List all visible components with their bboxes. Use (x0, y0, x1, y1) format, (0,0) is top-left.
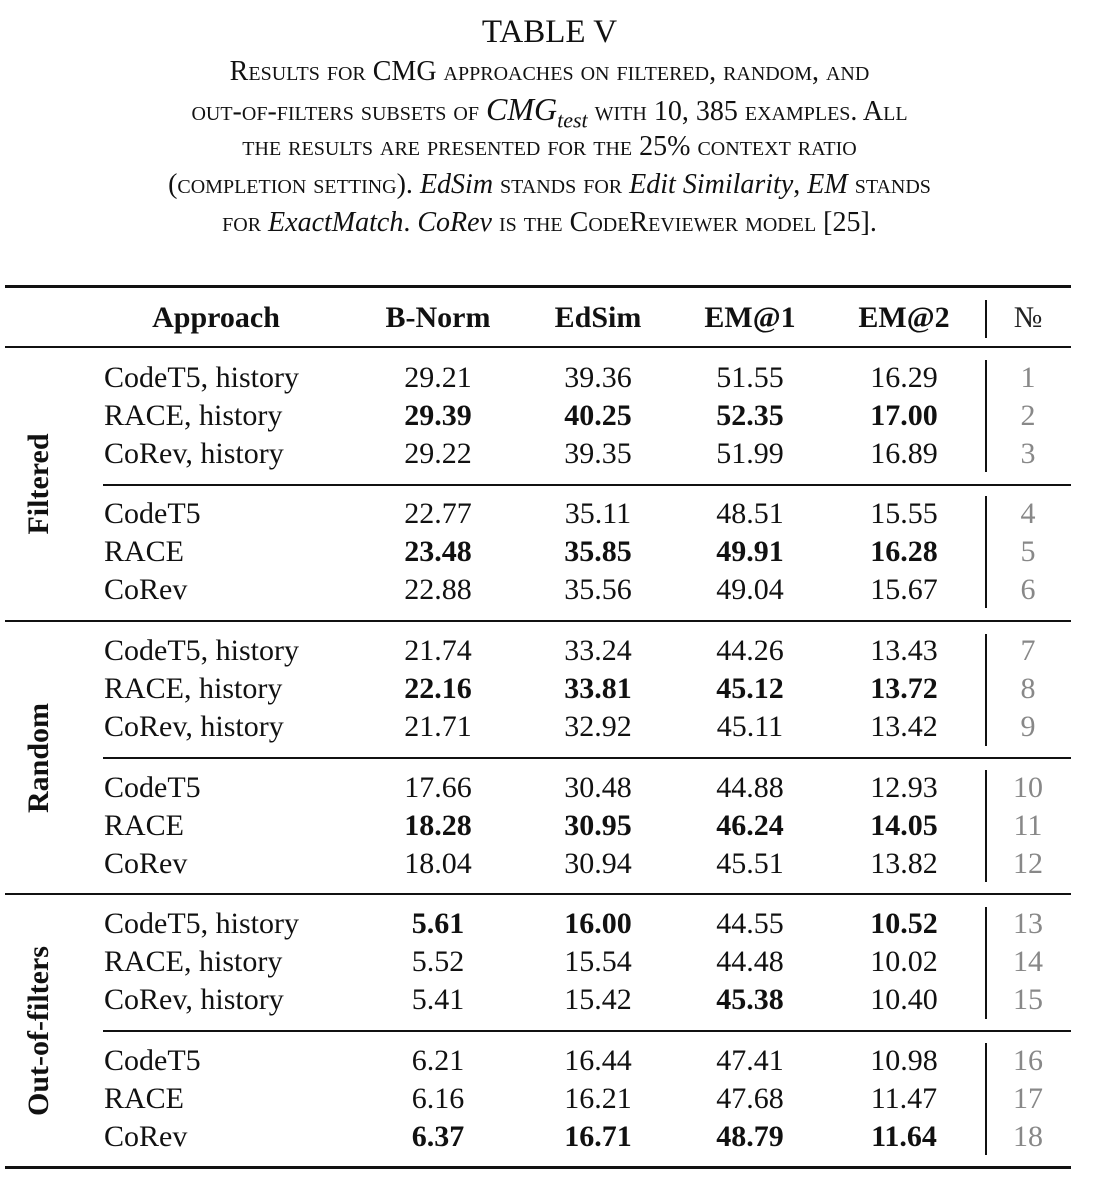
table-row (0, 571, 1099, 609)
cell-number: 4 (1020, 497, 1036, 530)
cell-bnorm: 6.21 (411, 1044, 465, 1077)
cell-em1: 45.12 (716, 672, 784, 705)
cell-number: 18 (1013, 1120, 1043, 1153)
cell-em1: 48.51 (716, 497, 784, 530)
cell-number: 1 (1020, 361, 1036, 394)
bottom-rule (5, 1166, 1071, 1169)
caption-text: context ratio (697, 131, 857, 162)
cell-approach: RACE (104, 535, 185, 568)
cell-em1: 45.51 (716, 847, 784, 880)
cell-em2: 17.00 (870, 399, 938, 432)
caption-text: is the (498, 207, 563, 238)
group-label-text: Random (22, 702, 55, 814)
cell-bnorm: 18.28 (404, 809, 472, 842)
table-row (0, 1118, 1099, 1156)
cell-em1: 46.24 (716, 809, 784, 842)
cell-edsim: 35.11 (564, 497, 632, 530)
cell-em1: 48.79 (716, 1120, 784, 1153)
table-row (0, 1080, 1099, 1118)
caption-line-3 (0, 128, 1099, 166)
group-label-text: Filtered (22, 433, 55, 535)
cell-em2: 10.52 (870, 907, 938, 940)
table-row (0, 769, 1099, 807)
cell-number: 13 (1013, 907, 1043, 940)
header-edsim: EdSim (554, 301, 642, 334)
cell-em1: 45.38 (716, 983, 784, 1016)
table-row (0, 943, 1099, 981)
cell-bnorm: 22.88 (404, 573, 472, 606)
caption-text: CodeReviewer (569, 207, 739, 238)
header-number: № (1013, 301, 1043, 334)
cell-edsim: 30.95 (564, 809, 632, 842)
cell-em2: 10.02 (870, 945, 938, 978)
cell-edsim: 35.56 (564, 573, 632, 606)
caption-italic: EM (807, 169, 848, 200)
table-row (0, 359, 1099, 397)
cell-em1: 44.55 (716, 907, 784, 940)
cell-bnorm: 17.66 (404, 771, 472, 804)
table-row (0, 632, 1099, 670)
cell-approach: RACE (104, 809, 185, 842)
cell-approach: CoRev (104, 847, 188, 880)
cell-em2: 16.29 (870, 361, 938, 394)
cell-number: 2 (1020, 399, 1036, 432)
cell-edsim: 32.92 (564, 710, 632, 743)
cell-approach: RACE (104, 1082, 185, 1115)
top-rule (5, 285, 1071, 288)
cell-number: 16 (1013, 1044, 1043, 1077)
cell-edsim: 33.81 (564, 672, 632, 705)
cell-em2: 15.67 (870, 573, 938, 606)
cell-edsim: 16.21 (564, 1082, 632, 1115)
cell-approach: RACE, history (104, 399, 283, 432)
cell-number: 15 (1013, 983, 1043, 1016)
cell-number: 7 (1020, 634, 1036, 667)
cell-approach: CoRev, history (104, 437, 284, 470)
cell-approach: CoRev, history (104, 710, 284, 743)
cell-number: 11 (1013, 809, 1043, 842)
cell-approach: CodeT5, history (104, 634, 299, 667)
cell-em2: 13.43 (870, 634, 938, 667)
caption-math (485, 91, 588, 133)
cell-approach: CoRev (104, 1120, 188, 1153)
table-row (0, 981, 1099, 1019)
cell-em1: 45.11 (716, 710, 784, 743)
table-row (0, 807, 1099, 845)
caption-math-sub: test (557, 107, 588, 133)
cell-bnorm: 29.22 (404, 437, 472, 470)
cell-em1: 44.88 (716, 771, 784, 804)
cell-em1: 51.55 (716, 361, 784, 394)
table-row (0, 1042, 1099, 1080)
caption-line-2 (0, 90, 1099, 133)
table-row (0, 670, 1099, 708)
cell-em1: 47.68 (716, 1082, 784, 1115)
column-separator (985, 300, 987, 338)
cell-approach: CoRev, history (104, 983, 284, 1016)
cell-number: 9 (1020, 710, 1036, 743)
cell-edsim: 40.25 (564, 399, 632, 432)
cell-edsim: 15.42 (564, 983, 632, 1016)
cell-em1: 49.91 (716, 535, 784, 568)
cell-em2: 10.98 (870, 1044, 938, 1077)
cell-bnorm: 21.74 (404, 634, 472, 667)
cell-bnorm: 5.61 (411, 907, 465, 940)
subgroup-rule (103, 484, 1071, 486)
caption-text: out-of-filters subsets of (191, 96, 479, 127)
caption-line-4 (0, 166, 1099, 204)
cell-edsim: 33.24 (564, 634, 632, 667)
table-row (0, 905, 1099, 943)
group-rule (5, 893, 1071, 895)
cell-em2: 13.42 (870, 710, 938, 743)
cell-em1: 51.99 (716, 437, 784, 470)
table-row (0, 845, 1099, 883)
cell-bnorm: 21.71 (404, 710, 472, 743)
caption-text: , (793, 169, 801, 200)
cell-number: 3 (1020, 437, 1036, 470)
subgroup-rule (103, 757, 1071, 759)
cell-em2: 13.72 (870, 672, 938, 705)
caption-italic: ExactMatch (268, 207, 404, 238)
caption-text: with 10, 385 examples. All (594, 96, 908, 127)
cell-bnorm: 29.39 (404, 399, 472, 432)
cell-bnorm: 5.41 (411, 983, 465, 1016)
cell-em2: 11.64 (871, 1120, 937, 1153)
header-em1: EM@1 (704, 301, 796, 334)
cell-em1: 52.35 (716, 399, 784, 432)
cell-edsim: 39.36 (564, 361, 632, 394)
cell-approach: RACE, history (104, 945, 283, 978)
cell-em1: 49.04 (716, 573, 784, 606)
caption-text: . (403, 207, 411, 238)
caption-line-1: Results for CMG approaches on filtered, random, and (229, 56, 870, 87)
caption-math-base: CMG (485, 91, 558, 127)
table-row (0, 435, 1099, 473)
caption-text: stands (854, 169, 931, 200)
cell-edsim: 15.54 (564, 945, 632, 978)
cell-bnorm: 6.37 (411, 1120, 465, 1153)
cell-approach: CodeT5 (104, 497, 201, 530)
cell-em2: 13.82 (870, 847, 938, 880)
header-rule (5, 346, 1071, 348)
cell-bnorm: 22.16 (404, 672, 472, 705)
cell-number: 12 (1013, 847, 1043, 880)
cell-bnorm: 23.48 (404, 535, 472, 568)
cell-em2: 12.93 (870, 771, 938, 804)
header-approach: Approach (152, 301, 280, 334)
cell-approach: CodeT5, history (104, 361, 299, 394)
group-label-text: Out-of-filters (22, 946, 55, 1116)
group-rule (5, 620, 1071, 622)
caption-italic: Edit Similarity (629, 169, 794, 200)
header-bnorm: B-Norm (385, 301, 491, 334)
cell-em2: 14.05 (870, 809, 938, 842)
subgroup-rule (103, 1030, 1071, 1032)
caption-italic: EdSim (419, 169, 494, 200)
cell-edsim: 16.44 (564, 1044, 632, 1077)
cell-approach: CodeT5, history (104, 907, 299, 940)
cell-edsim: 16.71 (564, 1120, 632, 1153)
caption-line-5 (0, 204, 1099, 242)
caption-italic: CoRev (417, 207, 492, 238)
cell-bnorm: 18.04 (404, 847, 472, 880)
caption-text: (completion setting). (168, 169, 413, 200)
caption-text: model [25]. (745, 207, 877, 238)
cell-bnorm: 5.52 (411, 945, 465, 978)
header-em2: EM@2 (858, 301, 950, 334)
cell-number: 5 (1020, 535, 1036, 568)
cell-edsim: 30.94 (564, 847, 632, 880)
cell-em2: 10.40 (870, 983, 938, 1016)
cell-edsim: 16.00 (564, 907, 632, 940)
cell-number: 17 (1013, 1082, 1043, 1115)
cell-number: 6 (1020, 573, 1036, 606)
cell-approach: RACE, history (104, 672, 283, 705)
cell-bnorm: 29.21 (404, 361, 472, 394)
cell-em2: 16.28 (870, 535, 938, 568)
table-title: TABLE V (481, 14, 618, 50)
table-row (0, 397, 1099, 435)
cell-number: 8 (1020, 672, 1036, 705)
table-row (0, 533, 1099, 571)
cell-em1: 47.41 (716, 1044, 784, 1077)
cell-em1: 44.48 (716, 945, 784, 978)
cell-edsim: 30.48 (564, 771, 632, 804)
cell-number: 14 (1013, 945, 1043, 978)
cell-number: 10 (1013, 771, 1043, 804)
cell-em2: 11.47 (870, 1082, 938, 1115)
cell-approach: CoRev (104, 573, 188, 606)
caption-text: for (222, 207, 262, 238)
cell-edsim: 39.35 (564, 437, 632, 470)
cell-bnorm: 22.77 (404, 497, 472, 530)
table-row (0, 708, 1099, 746)
cell-edsim: 35.85 (564, 535, 632, 568)
cell-em2: 16.89 (870, 437, 938, 470)
cell-em1: 44.26 (716, 634, 784, 667)
caption-number: 25% (639, 131, 691, 162)
table-row (0, 495, 1099, 533)
cell-bnorm: 6.16 (411, 1082, 465, 1115)
cell-em2: 15.55 (870, 497, 938, 530)
caption-text: the results are presented for the (242, 131, 633, 162)
cell-approach: CodeT5 (104, 1044, 201, 1077)
caption-text: stands for (500, 169, 623, 200)
cell-approach: CodeT5 (104, 771, 201, 804)
